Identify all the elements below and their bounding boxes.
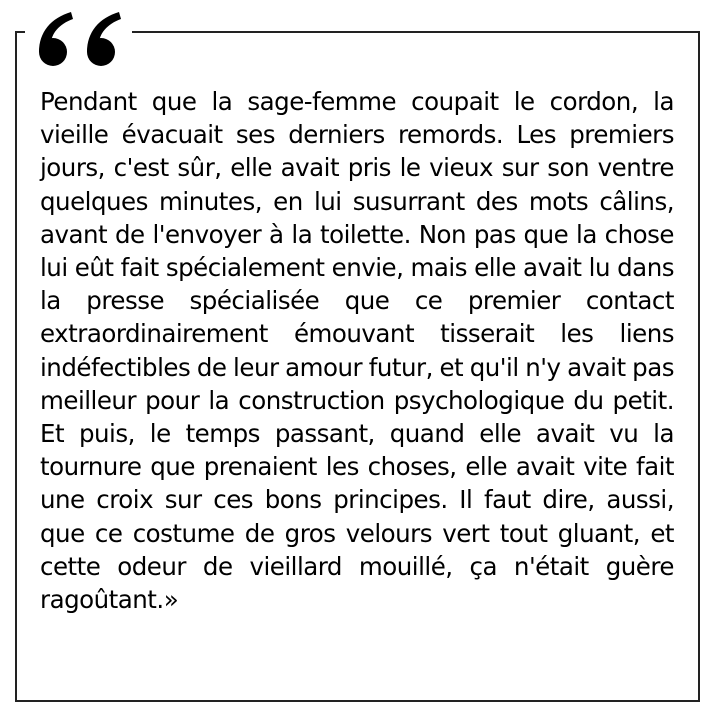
opening-quote-icon <box>25 10 132 68</box>
quote-text: Pendant que la sage-femme coupait le cordon, la vieille évacuait ses derniers remords. Les premiers jours, c'est sûr, elle avait pris le vieux sur son ventre quelques minutes, en lui susurrant des mots câlins, avant de l'envoyer à la toilette. Non pas que la chose lui eût fait spécialement envie, mais elle avait lu dans la presse spécialisée que ce premier contact extraordinairement émouvant tisserait les liens indéfectibles de leur amour futur, et qu'il n'y avait pas meilleur pour la construction psychologique du petit. Et puis, le temps passant, quand elle avait vu la tournure que prenaient les choses, elle avait vite fait une croix sur ces bons principes. Il faut dire, aussi, que ce costume de gros velours vert tout gluant, et cette odeur de vieillard mouillé, ça n'était guère ragoûtant.» <box>40 87 674 615</box>
